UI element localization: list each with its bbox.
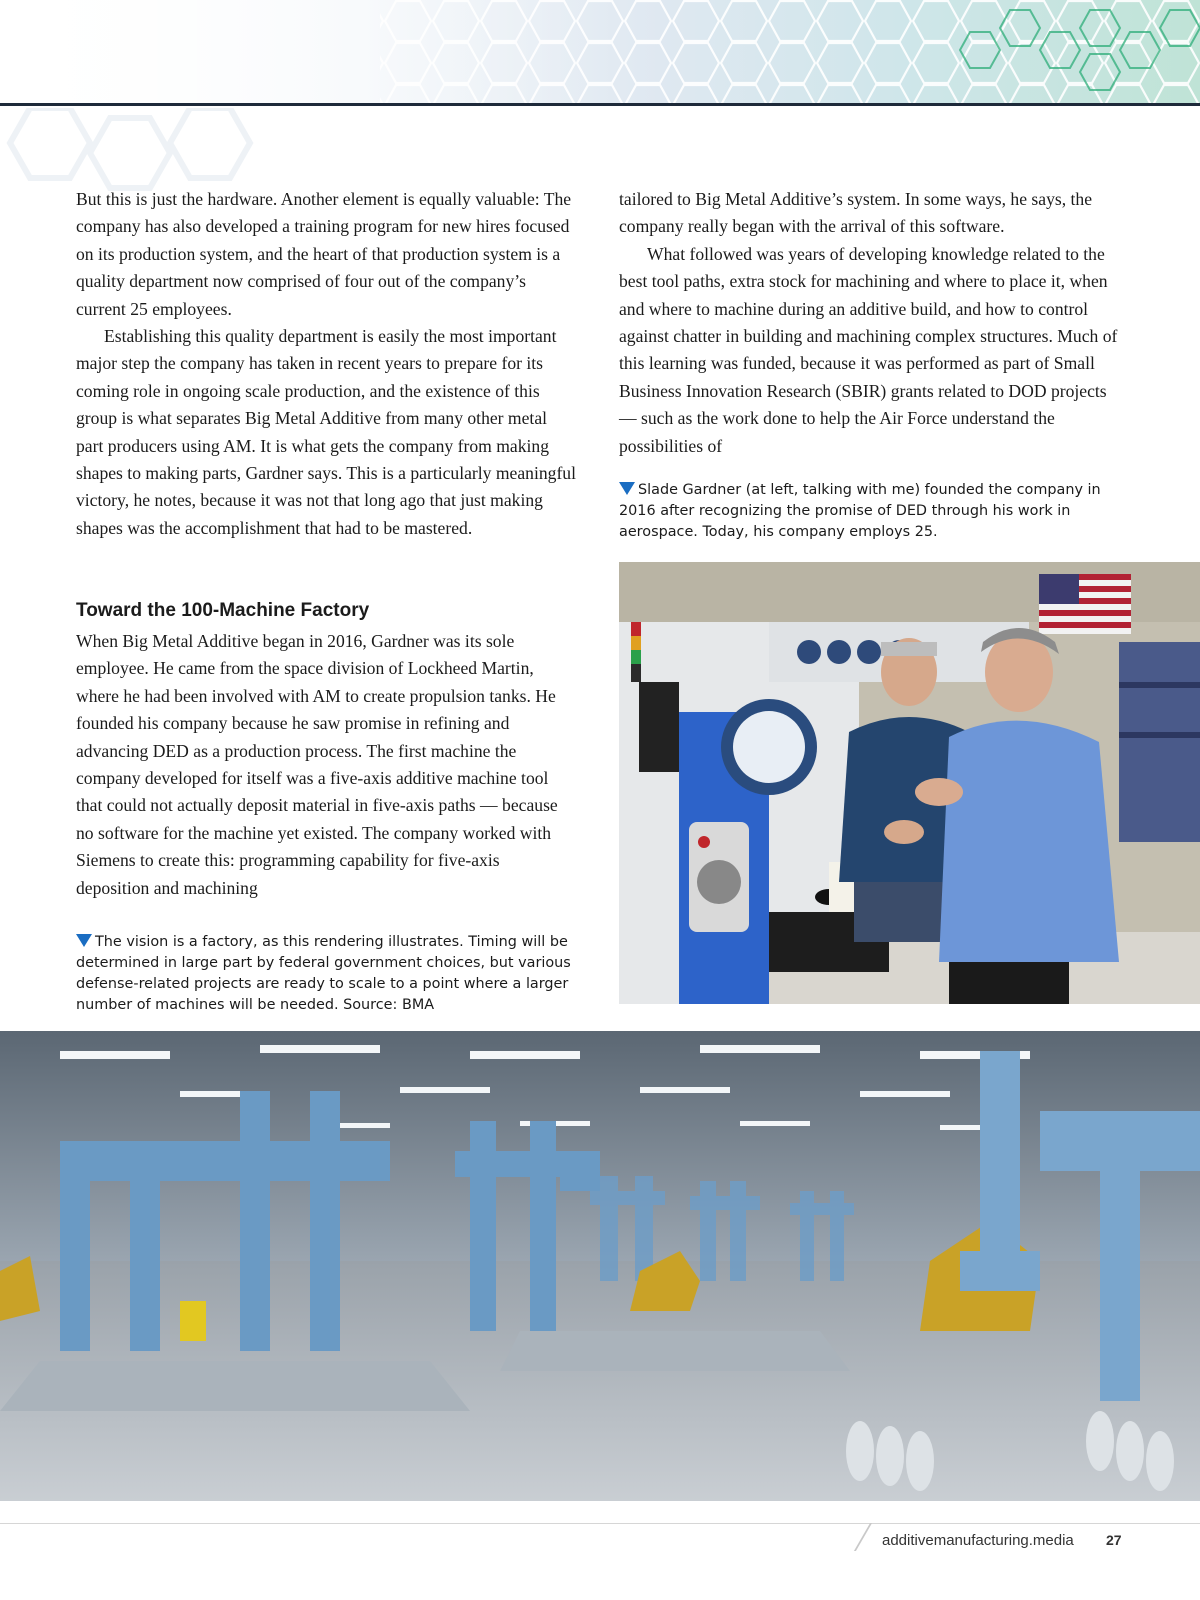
factory-scene bbox=[0, 1031, 1200, 1501]
left-column-body bbox=[76, 186, 576, 542]
photo-people-talking bbox=[619, 562, 1200, 1004]
factory-rendering bbox=[0, 1031, 1200, 1501]
paragraph: When Big Metal Additive began in 2016, Gardner was its sole employee. He came from the space division of Lockheed Martin, where he had been involved with AM to create propulsion tanks. He founded his company because he saw promise in refining and advancing DED as a production process. The first machine the company developed for itself was a five-axis additive machine tool that could not actually deposit material in five-axis paths — because no software for the machine yet existed. The company worked with Siemens to create this: programming capability for five-axis deposition and machining bbox=[76, 631, 558, 898]
section-body bbox=[76, 628, 576, 902]
rendering-caption bbox=[76, 932, 596, 1016]
paragraph: What followed was years of developing knowledge related to the best tool paths, extra stock for machining and where to place it, when and where to machine during an additive build, and how to control against chatter in building and machining complex structures. Much of this learning was funded, because it was performed as part of Small Business Innovation Research (SBIR) grants related to DOD projects — such as the work done to help the Air Force understand the possibilities of bbox=[619, 243, 1118, 456]
caption-text: Slade Gardner (at left, talking with me) founded the company in 2016 after recognizing the promise of DED through his work in aerospace. Today, his company employs 25. bbox=[619, 482, 1101, 540]
tool-head-icon bbox=[180, 1301, 206, 1341]
photo-caption bbox=[619, 480, 1139, 543]
paragraph: But this is just the hardware. Another element is equally valuable: The company has also developed a training program for new hires focused on its production system, and the heart of that production system is a quality department now comprised of four out of the company’s current 25 employees. bbox=[76, 189, 572, 319]
footer-rule bbox=[0, 1523, 1200, 1524]
caption-marker-icon bbox=[619, 482, 635, 495]
footer-url: additivemanufacturing.media bbox=[882, 1532, 1074, 1549]
header-hexagon-banner bbox=[0, 0, 1200, 104]
right-column-body bbox=[619, 186, 1124, 460]
paragraph: Establishing this quality department is easily the most important major step the company has taken in recent years to prepare for its coming role in ongoing scale production, and the existence of this group is what separates Big Metal Additive from many other metal part producers using AM. It is what gets the company from making shapes to making parts, Gardner says. This is a particularly meaningful victory, he notes, because it was not that long ago that just making shapes was the accomplishment that had to be mastered. bbox=[76, 326, 576, 538]
paragraph: tailored to Big Metal Additive’s system. In some ways, he says, the company really began with the arrival of this software. bbox=[619, 189, 1093, 237]
caption-text: The vision is a factory, as this rendering illustrates. Timing will be determined in large part by federal government choices, but various defense-related projects are ready to scale to a point where a larger number of machines will be needed. Source: BMA bbox=[76, 934, 571, 1013]
footer-slash-divider bbox=[854, 1523, 872, 1551]
section-heading: Toward the 100-Machine Factory bbox=[76, 600, 370, 621]
hexagon-pattern bbox=[0, 0, 1200, 104]
page-number: 27 bbox=[1106, 1532, 1122, 1548]
flag-icon bbox=[1039, 574, 1131, 634]
caption-marker-icon bbox=[76, 934, 92, 947]
faint-hexagon-decor bbox=[0, 108, 1200, 198]
workshop-scene bbox=[619, 562, 1200, 1004]
header-rule bbox=[0, 103, 1200, 106]
